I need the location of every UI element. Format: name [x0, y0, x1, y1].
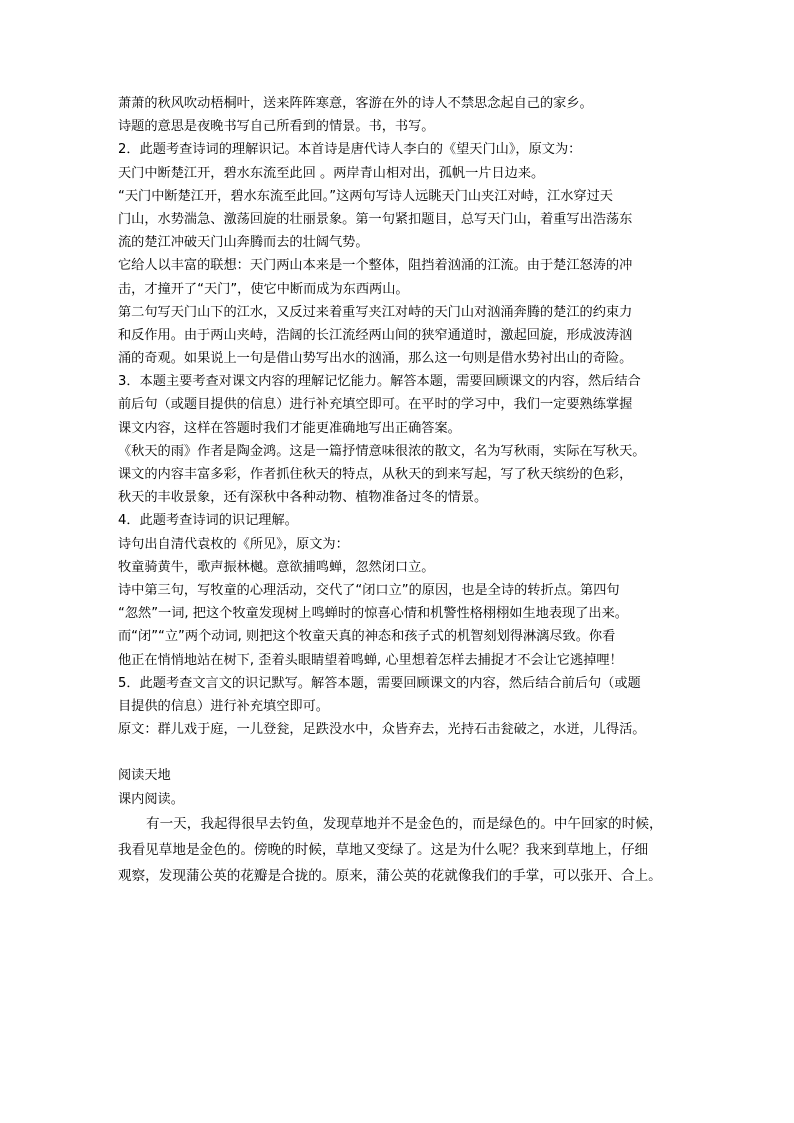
text-line: 原文：群儿戏于庭，一儿登瓮，足跌没水中，众皆弃去，光持石击瓮破之，水迸，儿得活。: [118, 722, 646, 738]
text-line: 课文的内容丰富多彩，作者抓住秋天的特点，从秋天的到来写起，写了秋天缤纷的色彩，: [118, 467, 633, 482]
section-subtitle: 课内阅读。: [118, 791, 184, 807]
text-line: 2．此题考查诗词的理解识记。本首诗是唐代诗人李白的《望天门山》，原文为：: [118, 142, 582, 158]
text-line: 天门中断楚江开，碧水东流至此回 。两岸青山相对出，孤帆一片日边来。: [118, 165, 545, 181]
section-title: 阅读天地: [118, 768, 171, 784]
text-line: 5．此题考查文言文的识记默写。解答本题，需要回顾课文的内容，然后结合前后句（或题: [118, 675, 641, 691]
text-line: 他正在悄悄地站在树下, 歪着头眼睛望着鸣蝉, 心里想着怎样去捕捉才不会让它逃掉哩！: [118, 652, 623, 668]
text-line: “忽然”一词, 把这个牧童发现树上鸣蝉时的惊喜心情和机警性格栩栩如生地表现了出来。: [118, 606, 628, 622]
document-body: [118, 92, 680, 889]
text-line: 前后句（或题目提供的信息）进行补充填空即可。在平时的学习中，我们一定要熟练掌握: [118, 397, 633, 413]
paragraph-line: 观察，发现蒲公英的花瓣是合拢的。原来，蒲公英的花就像我们的手掌，可以张开、合上。: [118, 868, 662, 885]
paragraph-line: 有一天，我起得很早去钓鱼，发现草地并不是金色的，而是绿色的。中午回家的时候，: [146, 815, 663, 832]
text-line: 萧萧的秋风吹动梧桐叶，送来阵阵寒意，客游在外的诗人不禁思念起自己的家乡。: [118, 96, 593, 111]
text-line: 诗句出自清代袁枚的《所见》，原文为：: [118, 536, 349, 552]
text-line: 牧童骑黄牛，歌声振林樾。意欲捕鸣蝉，忽然闭口立。: [118, 559, 435, 575]
paragraph-line: 我看见草地是金色的。傍晚的时候，草地又变绿了。这是为什么呢？我来到草地上，仔细: [118, 842, 649, 858]
text-line: 诗题的意思是夜晚书写自己所看到的情景。书，书写。: [118, 119, 435, 135]
text-line: 第二句写天门山下的江水，又反过来着重写夹江对峙的天门山对汹涌奔腾的楚江的约束力: [118, 304, 633, 320]
text-line: 目提供的信息）进行补充填空即可。: [118, 698, 329, 714]
text-line: 《秋天的雨》作者是陶金鸿。这是一篇抒情意味很浓的散文，名为写秋雨，实际在写秋天。: [118, 443, 646, 459]
text-line: 和反作用。由于两山夹峙，浩阔的长江流经两山间的狭窄通道时，激起回旋，形成波涛汹: [118, 327, 633, 343]
text-line: 诗中第三句，写牧童的心理活动，交代了“闭口立”的原因，也是全诗的转折点。第四句: [118, 582, 620, 598]
text-line: 而“闭”“立”两个动词, 则把这个牧童天真的神态和孩子式的机智刻划得淋漓尽致。你看: [118, 629, 616, 645]
text-line: 4．此题考查诗词的识记理解。: [118, 513, 298, 529]
text-line: 课文内容，这样在答题时我们才能更准确地写出正确答案。: [118, 420, 461, 436]
text-line: 流的楚江冲破天门山奔腾而去的壮阔气势。: [118, 235, 369, 251]
reading-paragraph: [118, 811, 680, 890]
text-line: 涌的奇观。如果说上一句是借山势写出水的汹涌，那么这一句则是借水势衬出山的奇险。: [118, 351, 633, 367]
text-line: “天门中断楚江开，碧水东流至此回。”这两句写诗人远眺天门山夹江对峙，江水穿过天: [118, 188, 613, 204]
text-line: 3．本题主要考查对课文内容的理解记忆能力。解答本题，需要回顾课文的内容，然后结合: [118, 374, 641, 390]
text-line: 秋天的丰收景象，还有深秋中各种动物、植物准备过冬的情景。: [118, 490, 488, 506]
blank-line: [118, 741, 680, 764]
text-line: 门山，水势湍急、激荡回旋的壮丽景象。第一句紧扣题目，总写天门山，着重写出浩荡东: [118, 211, 633, 227]
text-line: 击，才撞开了“天门”，使它中断而成为东西两山。: [118, 281, 409, 297]
text-line: 它给人以丰富的联想：天门两山本来是一个整体，阻挡着汹涌的江流。由于楚江怒涛的冲: [118, 258, 633, 274]
